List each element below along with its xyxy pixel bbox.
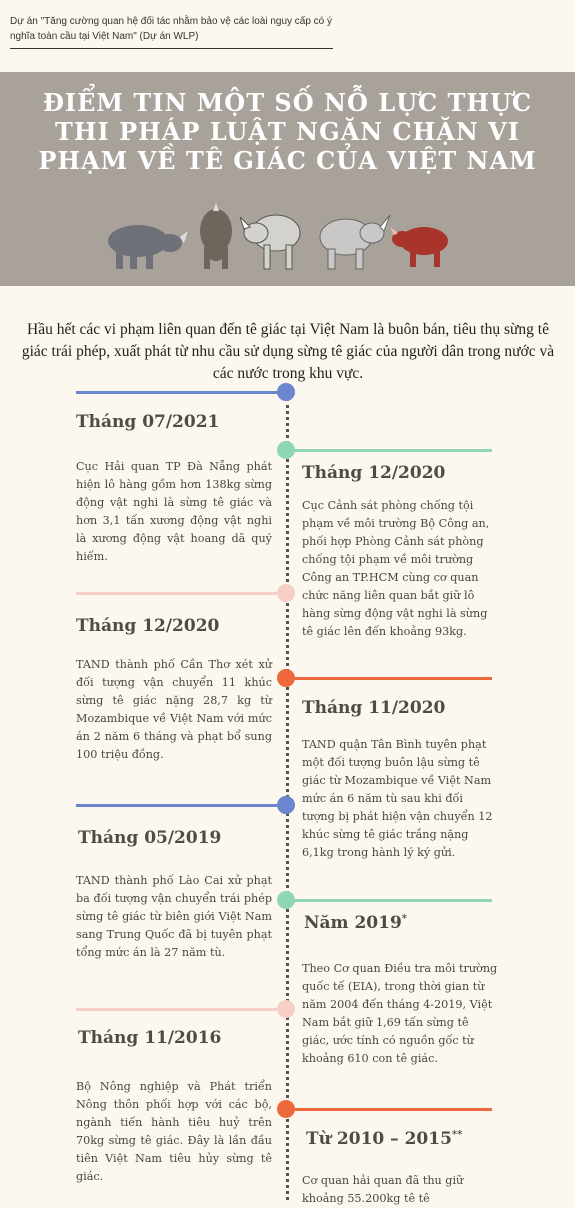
- event-description: Cơ quan hải quan đã thu giữ khoảng 55.200kg tê tê: [302, 1174, 464, 1205]
- event-date: Năm 2019*: [304, 913, 408, 933]
- rhino-gray-icon: [108, 225, 188, 269]
- event-description: TAND thành phố Cần Thơ xét xử đối tượng vận chuyển 11 khúc sừng tê giác nặng 28,7 kg từ Mozambique về Việt Nam với mức án 2 năm 6 tháng và phạt bổ sung 100 triệu đồng.: [76, 658, 272, 761]
- timeline-connector: [286, 1108, 492, 1111]
- timeline-dot: [277, 669, 295, 687]
- event-date: Tháng 11/2016: [78, 1028, 222, 1048]
- event-date: Tháng 12/2020: [76, 616, 220, 636]
- event-date: Tháng 12/2020: [302, 463, 446, 483]
- rhino-illustration: [100, 203, 460, 275]
- timeline-connector: [286, 449, 492, 452]
- timeline-connector: [76, 1008, 286, 1011]
- timeline-dot: [277, 383, 295, 401]
- caption-divider: [10, 48, 333, 49]
- event-description: Bộ Nông nghiệp và Phát triển Nông thôn phối hợp với các bộ, ngành tiến hành tiêu huỷ trên 70kg sừng tê giác. Đây là lần đầu tiên Việt Nam tiêu hủy sừng tê giác.: [76, 1080, 272, 1183]
- timeline-connector: [286, 899, 492, 902]
- footnote-marker: **: [451, 1129, 463, 1141]
- event-date: Tháng 11/2020: [302, 698, 446, 718]
- timeline-connector: [76, 592, 286, 595]
- event-date: Từ 2010 – 2015**: [306, 1129, 463, 1149]
- page-title: ĐIỂM TIN MỘT SỐ NỖ LỰC THỰC THI PHÁP LUẬT NGĂN CHẶN VI PHẠM VỀ TÊ GIÁC CỦA VIỆT NAM: [38, 88, 537, 175]
- timeline-dot: [277, 441, 295, 459]
- rhino-red-icon: [390, 227, 448, 267]
- rhino-light-gray-icon: [320, 215, 390, 269]
- event-description: Cục Hải quan TP Đà Nẵng phát hiện lô hàng gồm hơn 138kg sừng động vật nghi là sừng tê giác và hơn 3,1 tấn xương động vật nghi là xương động vật hoang dã quý hiếm.: [76, 460, 272, 563]
- timeline-connector: [286, 677, 492, 680]
- event-description: TAND quận Tân Bình tuyên phạt một đối tượng buôn lậu sừng tê giác từ Mozambique về Việt Nam mức án 6 năm tù sau khi đối tượng bị phát hiện vận chuyển 12 khúc sừng tê giác trắng nặng 6,1kg trong hành lý ký gửi.: [302, 738, 493, 859]
- project-caption: Dự án "Tăng cường quan hệ đối tác nhằm bảo vệ các loài nguy cấp có ý nghĩa toàn cầu tại Việt Nam" (Dự án WLP): [10, 16, 333, 42]
- rhino-white-icon: [240, 215, 300, 269]
- intro-paragraph: Hầu hết các vi phạm liên quan đến tê giác tại Việt Nam là buôn bán, tiêu thụ sừng tê giác trái phép, xuất phát từ nhu cầu sử dụng sừng tê giác của người dân trong nước và các nước trong khu vực.: [21, 320, 555, 382]
- timeline-dot: [277, 584, 295, 602]
- event-description: TAND thành phố Lào Cai xử phạt ba đối tượng vận chuyển trái phép sừng tê giác từ biên giới Việt Nam sang Trung Quốc đã bị tuyên phạt tổng mức án là 27 năm tù.: [76, 874, 272, 959]
- event-date: Tháng 05/2019: [78, 828, 222, 848]
- footnote-marker: *: [401, 913, 408, 925]
- timeline-dot: [277, 1100, 295, 1118]
- timeline-dot: [277, 796, 295, 814]
- timeline-dot: [277, 1000, 295, 1018]
- event-date: Tháng 07/2021: [76, 412, 220, 432]
- timeline-connector: [76, 804, 286, 807]
- timeline-connector: [76, 391, 286, 394]
- event-description: Cục Cảnh sát phòng chống tội phạm về môi trường Bộ Công an, phối hợp Phòng Cảnh sát phòng chống tội phạm về môi trường Công an TP.HCM cùng cơ quan chức năng liên quan bắt giữ lô hàng sừng động vật nghi là sừng tê giác lên đến khoảng 93kg.: [302, 499, 490, 638]
- event-description: Theo Cơ quan Điều tra môi trường quốc tế (EIA), trong thời gian từ năm 2004 đến tháng 4-2019, Việt Nam bắt giữ 1,69 tấn sừng tê giác, ước tính có nguồn gốc từ khoảng 610 con tê giác.: [302, 962, 498, 1065]
- timeline-dot: [277, 891, 295, 909]
- rhino-brown-front-icon: [200, 203, 232, 269]
